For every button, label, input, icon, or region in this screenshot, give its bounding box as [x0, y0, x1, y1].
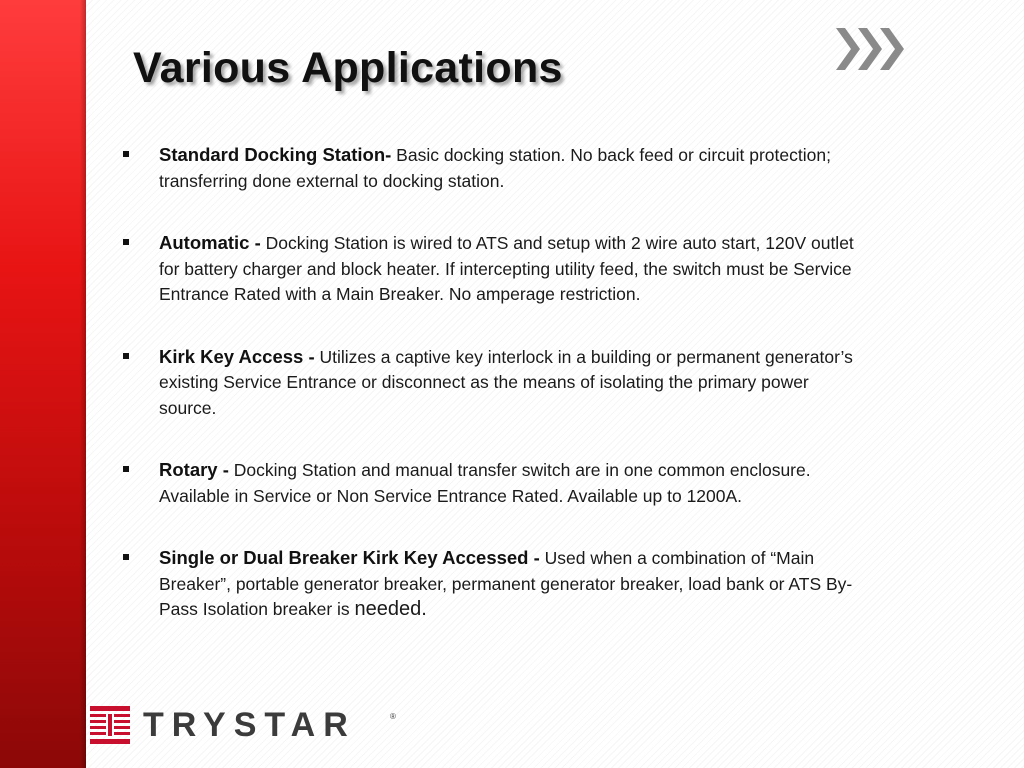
- bullet-heading: Single or Dual Breaker Kirk Key Accessed -: [159, 547, 540, 568]
- logo-wordmark: TRYSTAR: [143, 706, 356, 744]
- bullet-item: [120, 230, 860, 308]
- bullet-item: [120, 344, 860, 422]
- bullet-heading: Automatic -: [159, 232, 261, 253]
- trystar-logo: [90, 706, 400, 744]
- bullet-body: Docking Station and manual transfer switch are in one common enclosure. Available in Service or Non Service Entrance Rated. Available up to 1200A.: [159, 460, 811, 506]
- trystar-mark-icon: [90, 706, 130, 744]
- bullet-square-icon: [123, 239, 129, 245]
- triple-chevron-right-icon: [836, 24, 912, 74]
- bullet-square-icon: [123, 151, 129, 157]
- bullet-item: [120, 457, 860, 509]
- bullet-heading: Kirk Key Access -: [159, 345, 315, 367]
- slide-title: Various Applications: [133, 44, 563, 92]
- bullet-square-icon: [123, 466, 129, 472]
- logo-trademark: ®: [390, 712, 396, 721]
- bullet-heading: Rotary -: [159, 459, 229, 480]
- bullet-list: [120, 142, 860, 659]
- bullet-tail: needed.: [354, 598, 427, 620]
- bullet-body: Basic docking station. No back feed or circuit protection; transferring done external to docking station.: [159, 145, 831, 191]
- bullet-square-icon: [123, 353, 129, 359]
- bullet-body: Utilizes a captive key interlock in a building or permanent generator’s existing Service Entrance or disconnect as the means of isolating the primary power source.: [159, 346, 853, 418]
- bullet-square-icon: [123, 554, 129, 560]
- red-sidebar: [0, 0, 86, 768]
- bullet-item: [120, 142, 860, 194]
- bullet-heading: Standard Docking Station-: [159, 144, 392, 165]
- bullet-item: [120, 545, 860, 623]
- bullet-body: Used when a combination of “Main Breaker”, portable generator breaker, permanent generator breaker, load bank or ATS By-Pass Isolation breaker is: [159, 548, 853, 619]
- bullet-body: Docking Station is wired to ATS and setup with 2 wire auto start, 120V outlet for battery charger and block heater. If intercepting utility feed, the switch must be Service Entrance Rated with a Main Breaker. No amperage restriction.: [159, 233, 854, 304]
